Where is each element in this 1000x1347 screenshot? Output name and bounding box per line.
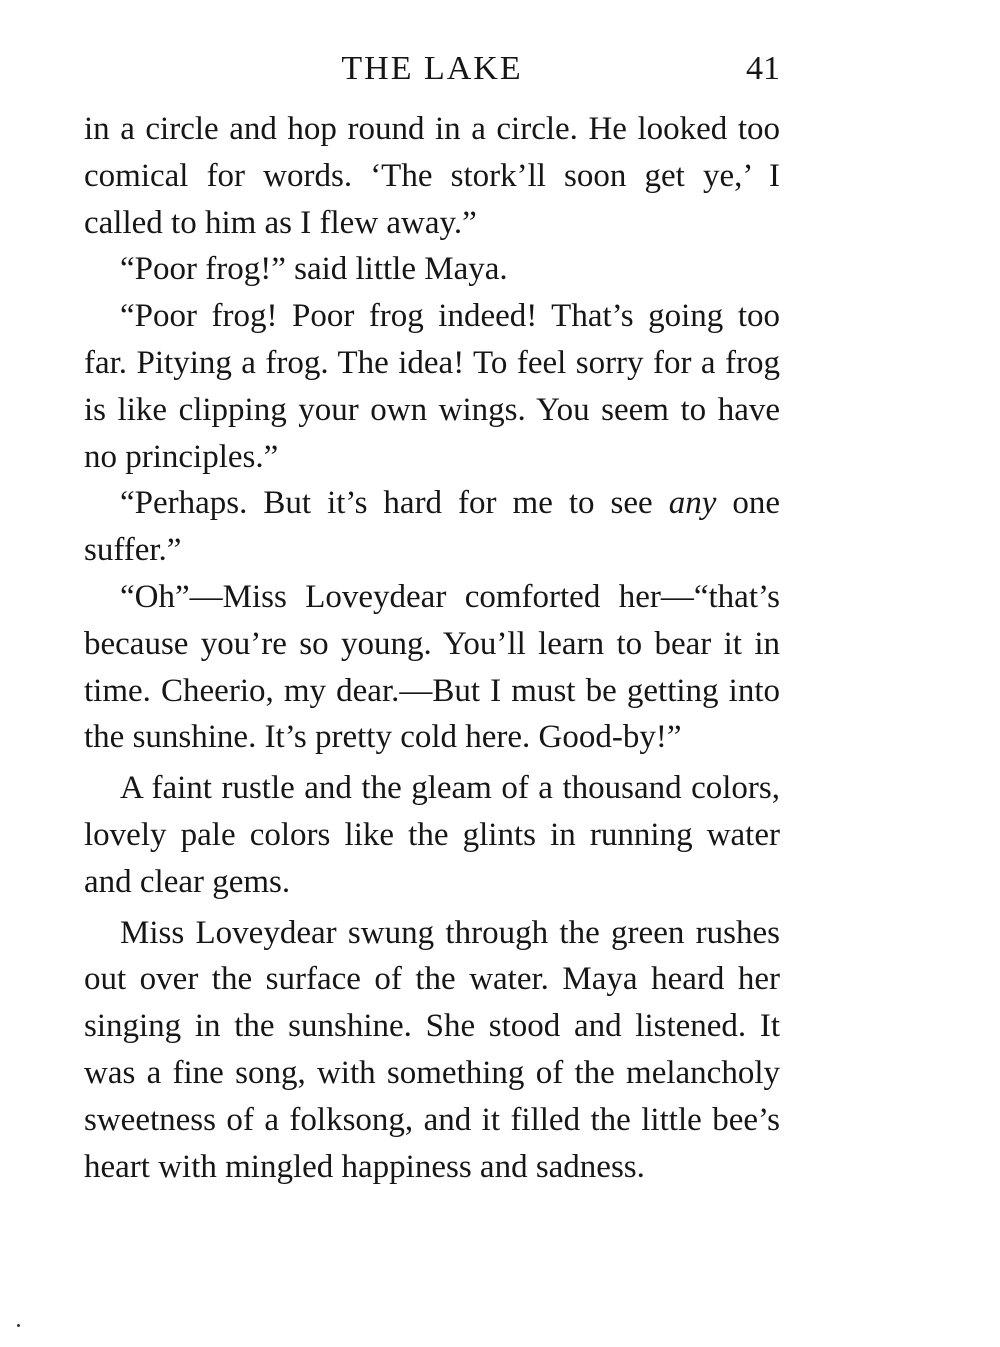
paragraph — [84, 480, 780, 574]
running-head — [84, 46, 780, 92]
paragraph — [84, 574, 780, 761]
text-segment: “Poor frog!” said little Maya. — [120, 251, 508, 288]
paragraph — [84, 106, 780, 246]
paragraph — [84, 765, 780, 905]
paragraph — [84, 246, 780, 293]
body-text — [84, 106, 780, 1190]
paragraph — [84, 910, 780, 1191]
text-segment: Miss Loveydear swung through the green rushes out over the surface of the water. Maya heard her singing in the sunshine. She stood and listened. It was a fine song, with something of the melancholy sweetness of a folksong, and it filled the little bee’s heart with mingled happiness and sadness. — [84, 914, 780, 1185]
text-segment: “Poor frog! Poor frog indeed! That’s going too far. Pitying a frog. The idea! To feel sorry for a frog is like clipping your own wings. You seem to have no principles.” — [84, 298, 780, 475]
text-segment: one suffer.” — [84, 485, 780, 569]
margin-speck — [17, 1324, 20, 1327]
text-segment: A faint rustle and the gleam of a thousand colors, lovely pale colors like the glints in running water and clear gems. — [84, 770, 780, 900]
page-number: 41 — [746, 50, 780, 87]
running-title: THE LAKE — [341, 50, 523, 87]
text-segment: in a circle and hop round in a circle. He looked too comical for words. ‘The stork’ll soon get ye,’ I called to him as I flew away.” — [84, 111, 780, 241]
text-segment: “Oh”—Miss Loveydear comforted her—“that’s because you’re so young. You’ll learn to bear it in time. Cheerio, my dear.—But I must be getting into the sunshine. It’s pretty cold here. Good-by!” — [84, 578, 780, 756]
text-segment: “Perhaps. But it’s hard for me to see — [120, 485, 669, 522]
paragraph — [84, 293, 780, 480]
italic-text: any — [668, 485, 717, 522]
